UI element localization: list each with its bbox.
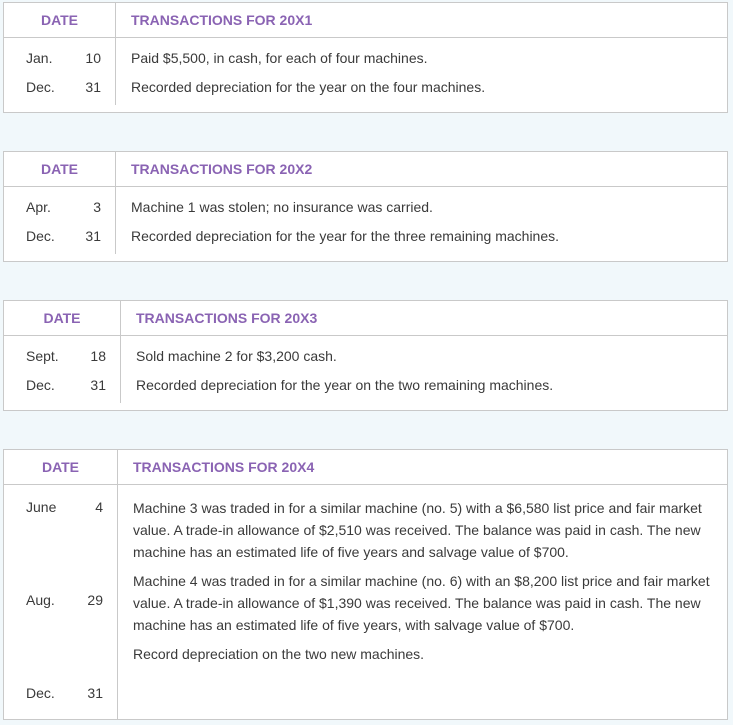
transaction-description: Recorded depreciation for the year on the four machines. <box>131 79 486 95</box>
date-cell <box>4 48 115 68</box>
transaction-description: Machine 3 was traded in for a similar machine (no. 5) with a $6,580 list price and fair market value. A trade-in allowance of $2,510 was received. The balance was paid in cash. The new machine has an estimated life of five years and salvage value of $700. <box>133 500 702 560</box>
date-cell <box>4 346 120 366</box>
date-month: Apr. <box>26 199 51 215</box>
date-cell <box>4 77 115 97</box>
table-title: TRANSACTIONS FOR 20X1 <box>131 12 313 28</box>
transaction-description: Recorded depreciation for the year for the three remaining machines. <box>131 228 560 244</box>
date-day: 31 <box>85 228 101 244</box>
date-column-header: DATE <box>4 152 116 186</box>
date-day: 31 <box>85 79 101 95</box>
date-cell <box>4 497 117 577</box>
date-month: Aug. <box>26 592 55 608</box>
date-month: Sept. <box>26 348 59 364</box>
date-month: Dec. <box>26 685 55 701</box>
transactions-table-20x2 <box>3 151 728 262</box>
date-column-header: DATE <box>4 3 116 37</box>
date-day: 31 <box>87 685 103 701</box>
date-month: June <box>26 499 57 515</box>
date-column-header: DATE <box>4 450 118 484</box>
date-cell <box>4 375 120 395</box>
table-header <box>4 3 727 38</box>
date-day: 18 <box>90 348 106 364</box>
transactions-table-20x4 <box>3 449 728 720</box>
date-column-header: DATE <box>4 301 121 335</box>
date-month: Jan. <box>26 50 53 66</box>
date-column <box>4 38 116 105</box>
date-column <box>4 187 116 254</box>
date-day: 3 <box>93 199 101 215</box>
date-month: Dec. <box>26 228 55 244</box>
table-title: TRANSACTIONS FOR 20X3 <box>136 310 318 326</box>
date-cell <box>4 683 117 703</box>
date-day: 10 <box>85 50 101 66</box>
date-cell <box>4 226 115 246</box>
date-cell <box>4 197 115 217</box>
transaction-description: Machine 1 was stolen; no insurance was carried. <box>131 199 433 215</box>
date-month: Dec. <box>26 79 55 95</box>
transactions-table-20x1 <box>3 2 728 113</box>
transaction-description: Machine 4 was traded in for a similar machine (no. 6) with an $8,200 list price and fair market value. A trade-in allowance of $1,390 was received. The balance was paid in cash. The new machine has an estimated life of five years, with salvage value of $700. <box>133 573 710 633</box>
description-column <box>116 187 727 254</box>
date-day: 4 <box>95 499 103 515</box>
description-column <box>116 38 727 105</box>
transactions-table-20x3 <box>3 300 728 411</box>
transaction-description: Recorded depreciation for the year on the two remaining machines. <box>136 377 554 393</box>
date-day: 31 <box>90 377 106 393</box>
transaction-description: Paid $5,500, in cash, for each of four machines. <box>131 50 428 66</box>
transaction-description: Record depreciation on the two new machines. <box>133 646 425 662</box>
table-header <box>4 301 727 336</box>
table-title: TRANSACTIONS FOR 20X4 <box>133 459 315 475</box>
table-header <box>4 152 727 187</box>
date-column <box>4 485 118 719</box>
date-column <box>4 336 121 403</box>
transaction-description: Sold machine 2 for $3,200 cash. <box>136 348 337 364</box>
date-cell <box>4 590 117 670</box>
description-column <box>121 336 727 403</box>
date-month: Dec. <box>26 377 55 393</box>
table-title: TRANSACTIONS FOR 20X2 <box>131 161 313 177</box>
date-day: 29 <box>87 592 103 608</box>
table-header <box>4 450 727 485</box>
description-column <box>118 485 727 719</box>
